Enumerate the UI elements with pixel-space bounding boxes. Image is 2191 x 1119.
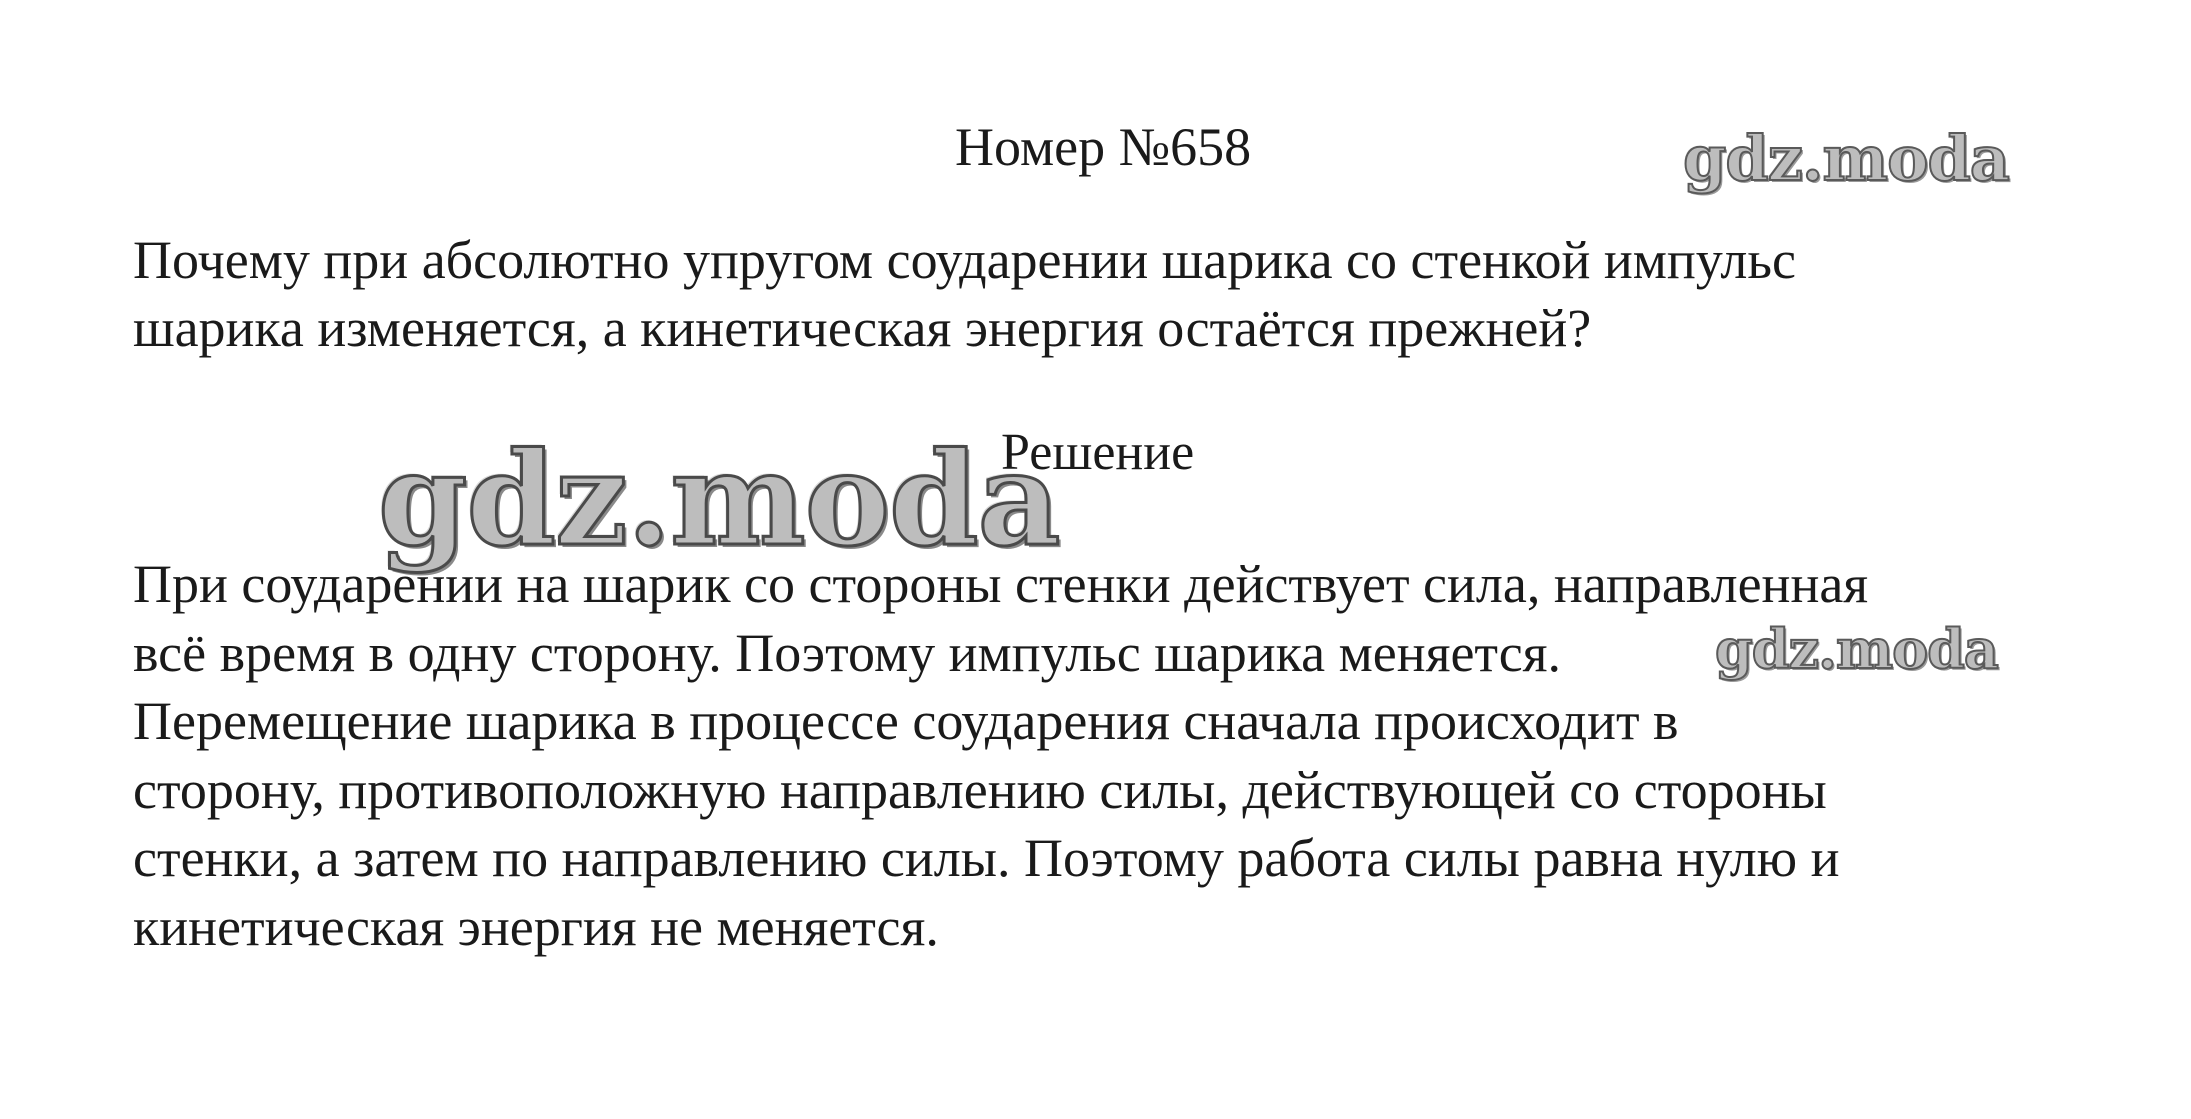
answer-line: При соударении на шарик со стороны стенки действует сила, направленная: [133, 554, 1869, 614]
solution-heading: Решение: [1001, 424, 1195, 481]
question-text: [133, 226, 2113, 362]
answer-line: Перемещение шарика в процессе соударения сначала происходит в: [133, 691, 1679, 751]
answer-line: сторону, противоположную направлению силы, действующей со стороны: [133, 759, 1827, 820]
answer-line: кинетическая энергия не меняется.: [133, 896, 939, 957]
problem-title: Номер №658: [955, 117, 1252, 177]
answer-line: стенки, а затем по направлению силы. Поэтому работа силы равна нулю и: [133, 828, 1840, 888]
watermark-logo-inline: gdz.moda: [1715, 617, 1998, 681]
answer-line: всё время в одну сторону. Поэтому импульс шарика меняется.: [133, 622, 1561, 683]
answer-text: [133, 550, 2133, 961]
question-line: Почему при абсолютно упругом соударении шарика со стенкой импульс: [133, 230, 1796, 290]
question-line: шарика изменяется, а кинетическая энергия остаётся прежней?: [133, 298, 1592, 358]
watermark-logo-top: gdz.moda: [1683, 122, 2009, 195]
watermark-logo-middle: gdz.moda: [378, 425, 1060, 575]
